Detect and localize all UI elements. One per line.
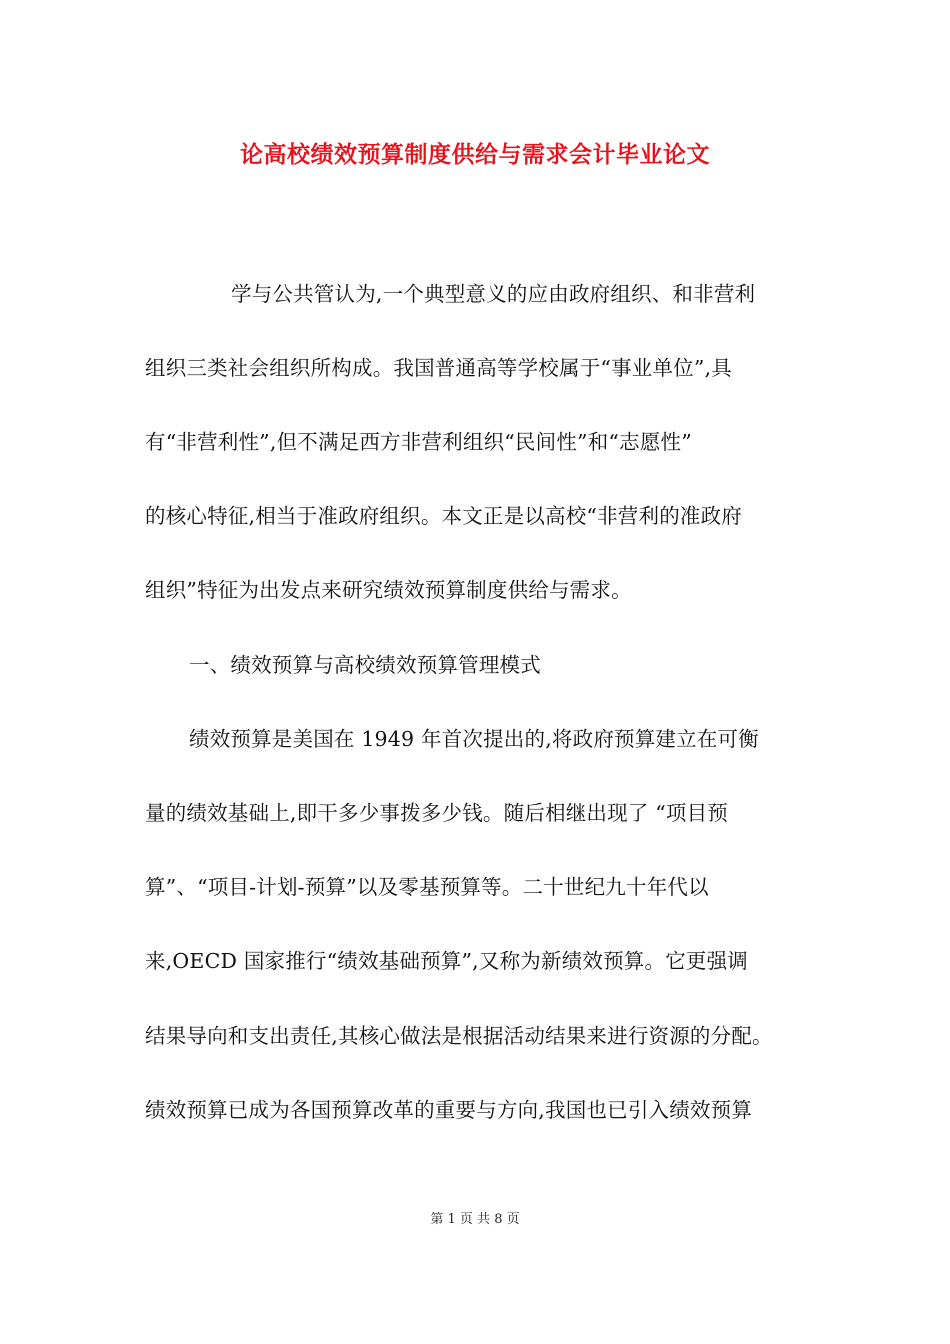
- paragraph-line: 结果导向和支出责任,其核心做法是根据活动结果来进行资源的分配。: [145, 1024, 773, 1048]
- paragraph-line: 的核心特征,相当于准政府组织。本文正是以高校“非营利的准政府: [145, 504, 742, 528]
- paragraph-line: 量的绩效基础上,即干多少事拨多少钱。随后相继出现了 “项目预: [145, 801, 729, 825]
- document-title: 论高校绩效预算制度供给与需求会计毕业论文: [240, 141, 710, 168]
- paragraph-line: 来,OECD 国家推行“绩效基础预算”,又称为新绩效预算。它更强调: [145, 949, 749, 973]
- paragraph-line: 有“非营利性”,但不满足西方非营利组织“民间性”和“志愿性”: [145, 430, 692, 454]
- paragraph-line: 算”、“项目-计划-预算”以及零基预算等。二十世纪九十年代以: [145, 875, 709, 899]
- paragraph-line: 组织三类社会组织所构成。我国普通高等学校属于“事业单位”,具: [145, 356, 732, 380]
- page-number-footer: 第 1 页 共 8 页: [430, 1212, 520, 1227]
- paragraph-line: 组织”特征为出发点来研究绩效预算制度供给与需求。: [145, 578, 632, 602]
- paragraph-line: 绩效预算是美国在 1949 年首次提出的,将政府预算建立在可衡: [189, 727, 759, 751]
- paragraph-line: 学与公共管认为,一个典型意义的应由政府组织、和非营利: [231, 282, 756, 306]
- paragraph-line: 绩效预算已成为各国预算改革的重要与方向,我国也已引入绩效预算: [145, 1098, 753, 1122]
- section-heading: 一、绩效预算与高校绩效预算管理模式: [189, 653, 541, 677]
